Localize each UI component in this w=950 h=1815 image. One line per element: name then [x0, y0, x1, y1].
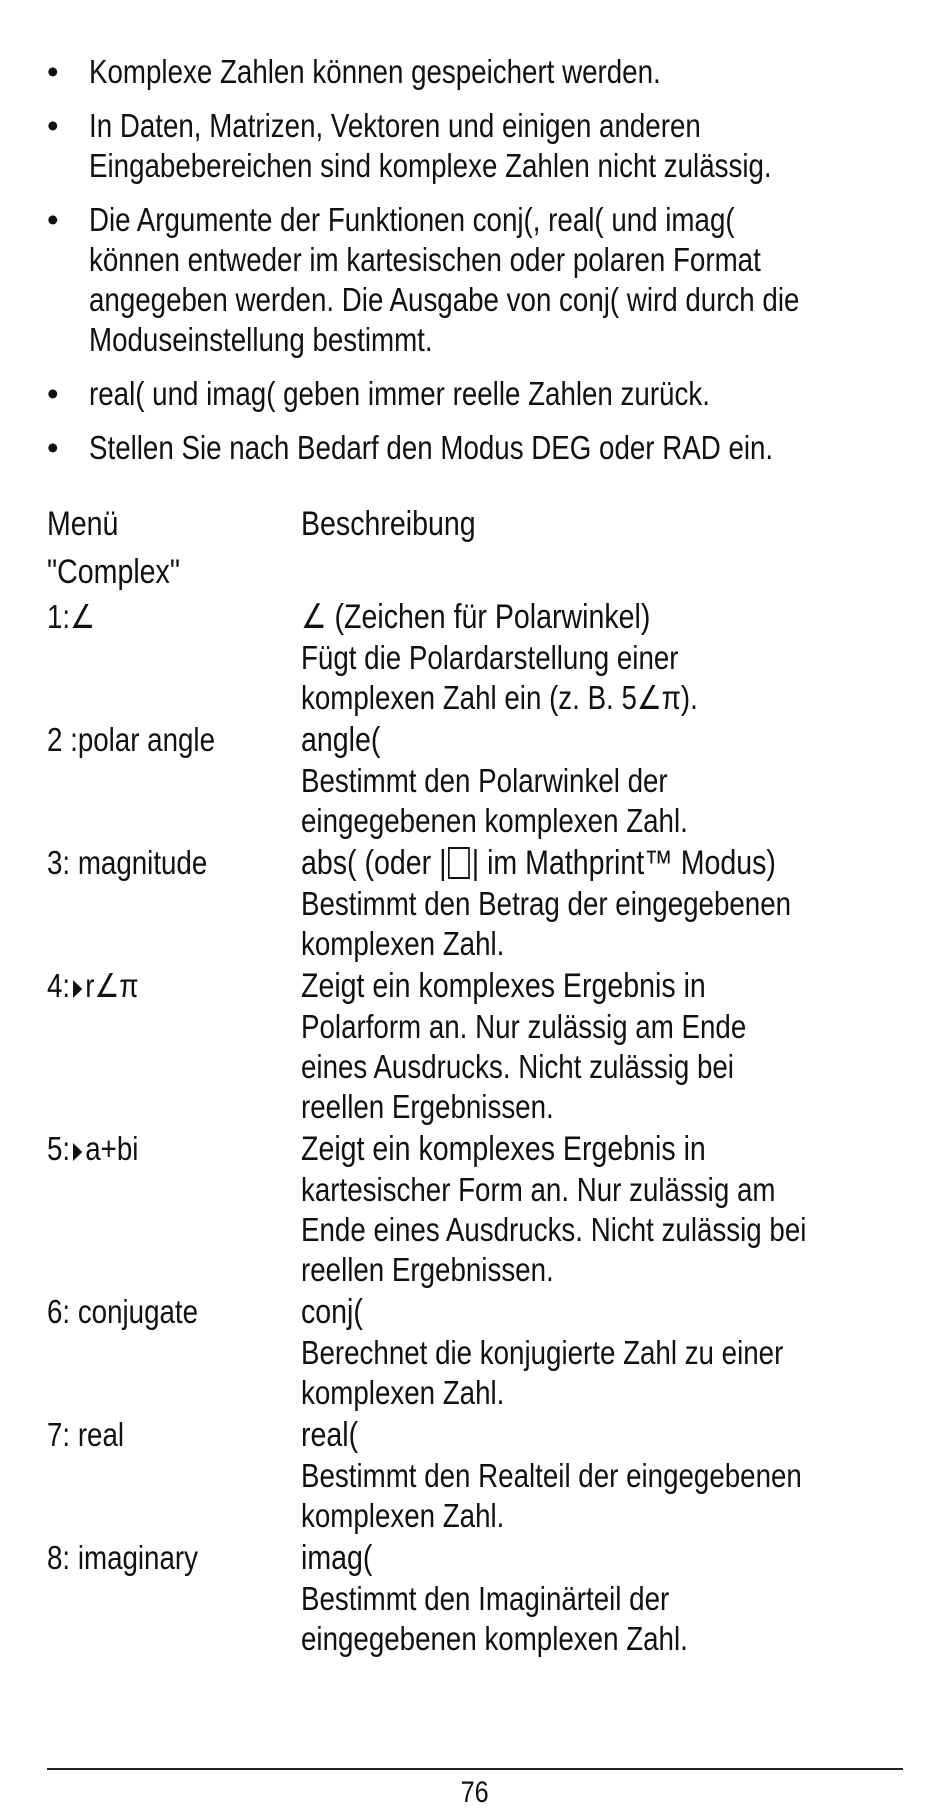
page-number: 76 [460, 1776, 490, 1809]
description-line: komplexen Zahl. [301, 1374, 505, 1411]
bullet-text: Stellen Sie nach Bedarf den Modus DEG oder RAD ein. [89, 429, 774, 466]
description-line: Polarform an. Nur zulässig am Ende [301, 1008, 747, 1045]
list-item [47, 374, 907, 414]
column-header-menu-name: "Complex" [47, 553, 180, 591]
list-item [47, 52, 907, 92]
function-name: conj( [301, 1293, 363, 1331]
description-line: Zeigt ein komplexes Ergebnis in [301, 967, 706, 1005]
menu-key: 8: imaginary [47, 1539, 198, 1576]
table-row [47, 1414, 907, 1536]
column-header-description: Beschreibung [301, 505, 476, 543]
table-header [47, 500, 907, 548]
complex-menu-table [47, 500, 907, 1660]
bullet-text: können entweder im kartesischen oder polaren Format [89, 241, 761, 278]
table-row [47, 965, 907, 1127]
description-line: Bestimmt den Polarwinkel der [301, 762, 668, 799]
description-line: komplexen Zahl. [301, 1497, 505, 1534]
list-item [47, 200, 907, 360]
description-line: Ende eines Ausdrucks. Nicht zulässig bei [301, 1211, 807, 1248]
table-row [47, 1537, 907, 1659]
function-name: angle( [301, 721, 381, 759]
table-row [47, 1128, 907, 1290]
description-line: eingegebenen komplexen Zahl. [301, 1620, 688, 1657]
description-line: komplexen Zahl. [301, 925, 505, 962]
table-row [47, 842, 907, 964]
function-name: abs( (oder | | im Mathprint™ Modus) [301, 844, 776, 882]
bullet-text: Komplexe Zahlen können gespeichert werden. [89, 53, 661, 90]
description-line: eingegebenen komplexen Zahl. [301, 802, 688, 839]
menu-key: 3: magnitude [47, 844, 208, 881]
description-line: eines Ausdrucks. Nicht zulässig bei [301, 1048, 734, 1085]
bullet-text: Eingabebereichen sind komplexe Zahlen nicht zulässig. [89, 147, 772, 184]
list-item [47, 106, 907, 186]
description-line: Bestimmt den Imaginärteil der [301, 1580, 670, 1617]
bullet-text: Die Argumente der Funktionen conj(, real( und imag( [89, 201, 735, 238]
function-name: real( [301, 1416, 359, 1454]
description-line: Berechnet die konjugierte Zahl zu einer [301, 1334, 784, 1371]
description-line: Fügt die Polardarstellung einer [301, 639, 679, 676]
list-item [47, 428, 907, 468]
notes-list [47, 52, 907, 482]
bullet-icon: • [47, 429, 59, 466]
menu-key: 1:∠ [47, 598, 95, 635]
function-name: ∠ (Zeichen für Polarwinkel) [301, 598, 651, 636]
table-row [47, 719, 907, 841]
bullet-icon: • [47, 201, 59, 238]
menu-key: 6: conjugate [47, 1293, 199, 1330]
convert-arrow-icon [73, 980, 82, 998]
menu-key: 5: a+bi [47, 1130, 139, 1167]
bullet-text: In Daten, Matrizen, Vektoren und einigen anderen [89, 107, 701, 144]
bullet-text: Moduseinstellung bestimmt. [89, 321, 433, 358]
bullet-text: angegeben werden. Die Ausgabe von conj( wird durch die [89, 281, 800, 318]
bullet-icon: • [47, 53, 59, 90]
menu-key: 7: real [47, 1416, 125, 1453]
bullet-text: real( und imag( geben immer reelle Zahlen zurück. [89, 375, 710, 412]
bullet-icon: • [47, 107, 59, 144]
convert-arrow-icon [73, 1143, 82, 1161]
description-line: Bestimmt den Betrag der eingegebenen [301, 885, 792, 922]
table-row [47, 596, 907, 718]
table-header-line2 [47, 548, 907, 596]
menu-key: 4: r∠π [47, 967, 139, 1004]
menu-key: 2 :polar angle [47, 721, 215, 758]
footer-divider [47, 1768, 903, 1770]
description-line: komplexen Zahl ein (z. B. 5∠π). [301, 679, 698, 716]
description-line: Bestimmt den Realteil der eingegebenen [301, 1457, 802, 1494]
bullet-icon: • [47, 375, 59, 412]
description-line: reellen Ergebnissen. [301, 1251, 554, 1288]
description-line: kartesischer Form an. Nur zulässig am [301, 1171, 776, 1208]
description-line: reellen Ergebnissen. [301, 1088, 554, 1125]
description-line: Zeigt ein komplexes Ergebnis in [301, 1130, 706, 1168]
table-row [47, 1291, 907, 1413]
function-name: imag( [301, 1539, 373, 1577]
column-header-menu: Menü [47, 505, 119, 543]
template-box-icon [448, 847, 470, 879]
